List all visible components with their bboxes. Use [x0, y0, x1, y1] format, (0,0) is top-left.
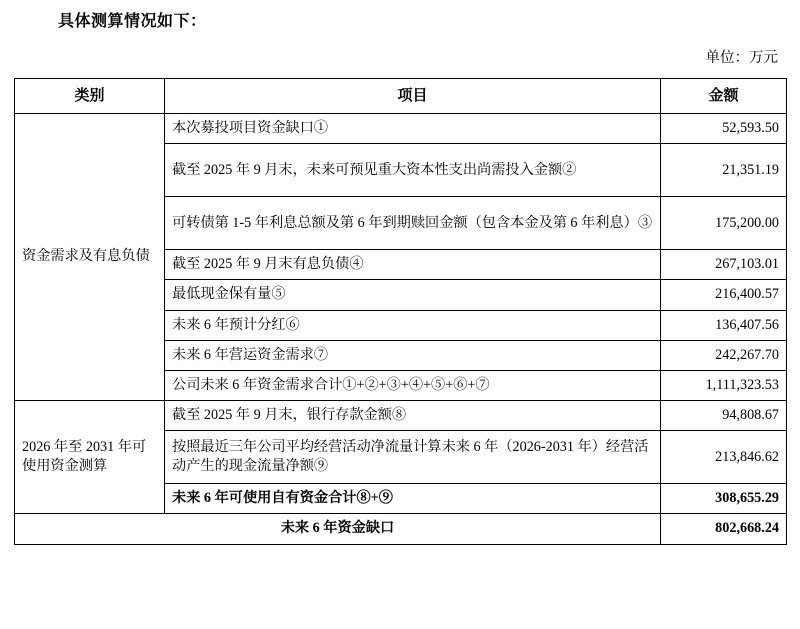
table-header-row	[15, 79, 787, 114]
item-label: 未来 6 年营运资金需求⑦	[165, 340, 661, 370]
item-label: 按照最近三年公司平均经营活动净流量计算未来 6 年（2026-2031 年）经营活动产生的现金流量净额⑨	[165, 431, 661, 484]
funding-gap-table	[14, 78, 787, 545]
header-amount: 金额	[661, 79, 787, 114]
item-label: 未来 6 年可使用自有资金合计⑧+⑨	[165, 484, 661, 514]
item-amount: 216,400.57	[661, 280, 787, 310]
item-amount: 21,351.19	[661, 144, 787, 197]
item-label: 截至 2025 年 9 月末，未来可预见重大资本性支出尚需投入金额②	[165, 144, 661, 197]
header-category: 类别	[15, 79, 165, 114]
item-amount: 1,111,323.53	[661, 370, 787, 400]
unit-note: 单位：万元	[705, 50, 778, 66]
item-amount: 267,103.01	[661, 250, 787, 280]
item-label: 截至 2025 年 9 月末，银行存款金额⑧	[165, 401, 661, 431]
item-label: 未来 6 年预计分红⑥	[165, 310, 661, 340]
item-label: 公司未来 6 年资金需求合计①+②+③+④+⑤+⑥+⑦	[165, 370, 661, 400]
item-amount: 94,808.67	[661, 401, 787, 431]
category-cell-funding-demand: 资金需求及有息负债	[15, 114, 165, 401]
header-item: 项目	[165, 79, 661, 114]
item-amount: 52,593.50	[661, 114, 787, 144]
summary-label: 未来 6 年资金缺口	[15, 514, 661, 544]
item-amount: 175,200.00	[661, 197, 787, 250]
summary-amount: 802,668.24	[661, 514, 787, 544]
item-amount: 136,407.56	[661, 310, 787, 340]
table-summary-row	[15, 514, 787, 544]
category-cell-available-funds: 2026 年至 2031 年可使用资金测算	[15, 401, 165, 514]
intro-text: 具体测算情况如下：	[58, 13, 207, 30]
item-amount: 242,267.70	[661, 340, 787, 370]
item-amount: 308,655.29	[661, 484, 787, 514]
table-row	[15, 114, 787, 144]
item-label: 本次募投项目资金缺口①	[165, 114, 661, 144]
item-label: 最低现金保有量⑤	[165, 280, 661, 310]
table-row	[15, 401, 787, 431]
item-label: 截至 2025 年 9 月末有息负债④	[165, 250, 661, 280]
item-label: 可转债第 1-5 年利息总额及第 6 年到期赎回金额（包含本金及第 6 年利息）③	[165, 197, 661, 250]
item-amount: 213,846.62	[661, 431, 787, 484]
